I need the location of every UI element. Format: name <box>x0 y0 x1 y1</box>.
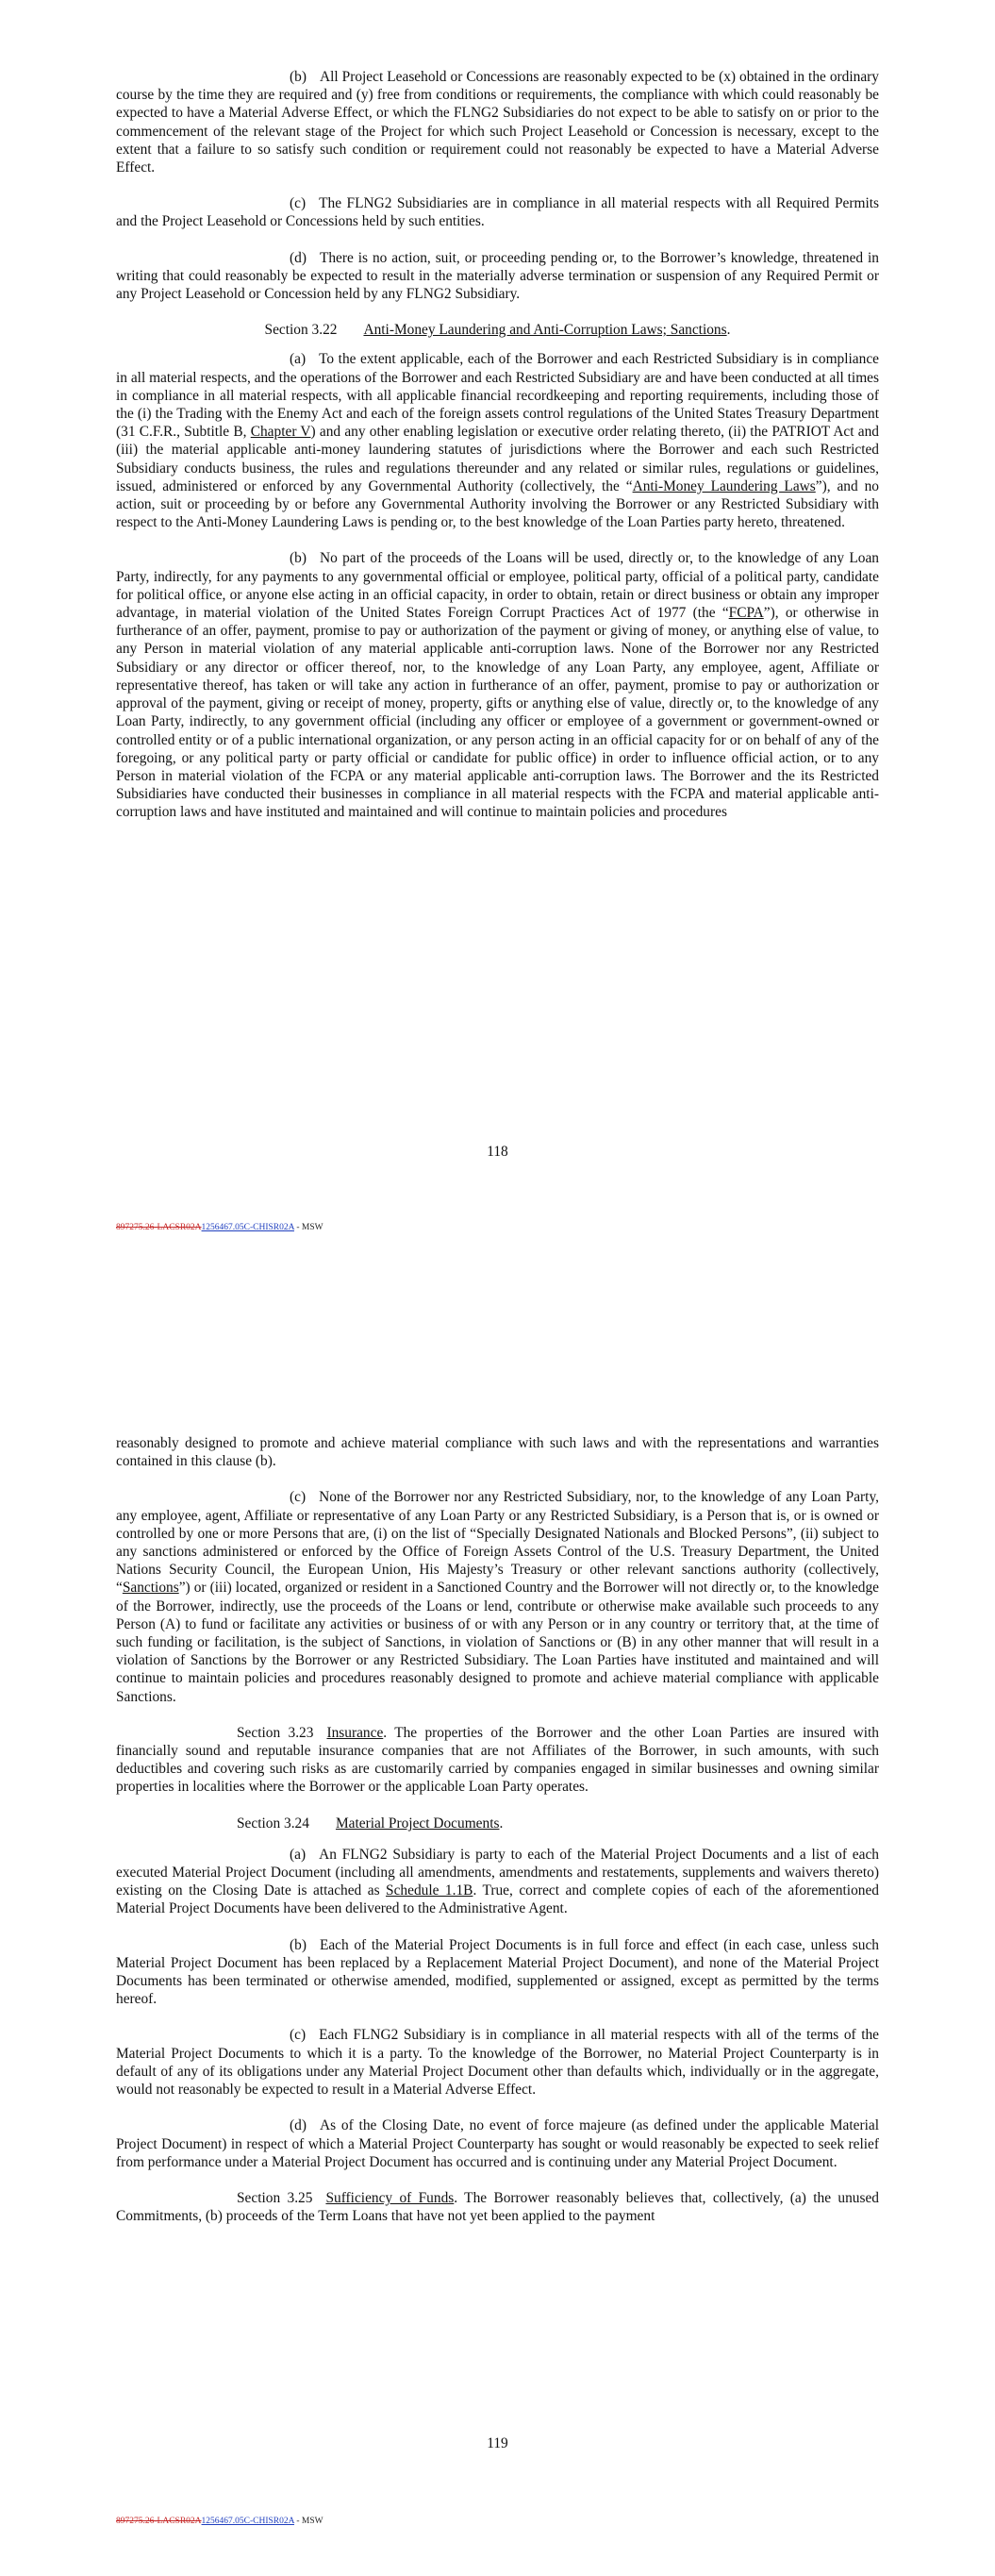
clause-text: No part of the proceeds of the Loans will be used, directly or, to the knowledge of any Loan Party, indirectly, for any payments to any governmental official or employee, political party, official of a political party, candidate for political office, or anyone else acting in an official capacity, in order to obtain, retain or direct business or obtain any improper advantage, in material violation of the United States Foreign Corrupt Practices Act of 1977 (the “ <box>116 550 879 622</box>
section-number: Section 3.25 <box>237 2189 313 2206</box>
clause-text: ”) or (iii) located, organized or resident in a Sanctioned Country and the Borrower will not directly or, to the knowledge of the Borrower, indirectly, use the proceeds of the Loans or lend, contribute or otherwise make available such proceeds to any Person (A) to fund or facilitate any activities or business of or with any Person or in any country or territory that, at the time of such funding or facilitation, is the subject of Sanctions, in violation of Sanctions or (B) in any other manner that will result in a violation of Sanctions by the Borrower or any Restricted Subsidiary. The Loan Parties have instituted and maintained and will continue to maintain policies and procedures reasonably designed to promote and achieve material compliance with applicable Sanctions. <box>116 1580 879 1705</box>
paragraph-3-24-a <box>116 1846 879 1918</box>
clause-text: ) and any other enabling legislation or executive order relating thereto, (ii) the PATRIOT Act and (iii) the material applicable anti-money laundering statutes of jurisdictions where the Borrower and each such Restricted Subsidiary conducts business, the rules and regulations thereunder and any related or similar rules, regulations or guidelines, issued, administered or enforced by any Governmental Authority (collectively, the “ <box>116 424 880 494</box>
section-title: Material Project Documents <box>335 1815 500 1832</box>
document-footer <box>116 1223 323 1232</box>
clause-label: (c) <box>290 195 307 212</box>
clause-label: (a) <box>290 351 307 368</box>
paragraph-3-22-b <box>116 549 879 821</box>
footer-deleted-id: 897275.26-LACSR02A <box>116 1223 202 1232</box>
page-number: 119 <box>487 2435 508 2451</box>
paragraph-3-24-c <box>116 2026 879 2099</box>
defined-term-fcpa: FCPA <box>728 605 764 622</box>
footer-suffix: - MSW <box>293 2517 323 2526</box>
clause-text: ”), or otherwise in furtherance of an offer, payment, promise to pay or authorization of the payment or giving of money, or anything else of value, to any Person in material violation of any material applicable anti-corruption laws. None of the Borrower nor any Restricted Subsidiary or any director or officer thereof, nor, to the knowledge of any Loan Party, any employee, agent, Affiliate or representative thereof, has taken or will take any action in furtherance of an offer, payment, promise to pay or authorization or approval of the payment, giving or receipt of money, property, gifts or anything else of value, directly or, to the knowledge of any Loan Party, indirectly, to any government official (including any officer or employee of a government or government-owned or controlled entity or of a public international organization, or any person acting in an official capacity for or on behalf of any of the foregoing, or any political party or party official or candidate for public office) in order to influence official action, or to any Person in material violation of the FCPA or any material applicable anti-corruption laws. The Borrower and the its Restricted Subsidiaries have conducted their businesses in compliance in all material respects with the FCPA and material applicable anti-corruption laws and have instituted and maintained and will continue to maintain policies and procedures <box>116 605 879 821</box>
clause-label: (d) <box>290 249 307 266</box>
section-3-25 <box>116 2189 879 2225</box>
clause-label: (c) <box>290 1489 307 1506</box>
schedule-reference: Schedule 1.1B <box>386 1882 473 1899</box>
paragraph-continuation: reasonably designed to promote and achieve material compliance with such laws and with the representations and warranties contained in this clause (b). <box>116 1435 879 1470</box>
clause-label: (c) <box>290 2027 307 2044</box>
section-number: Section 3.22 <box>264 322 338 339</box>
section-title: Anti-Money Laundering and Anti-Corruption Laws; Sanctions <box>363 322 727 339</box>
chapter-reference: Chapter V <box>250 424 311 441</box>
document-page-118 <box>0 68 995 840</box>
document-footer <box>116 2517 323 2526</box>
section-title: Sufficiency of Funds <box>325 2189 455 2206</box>
paragraph-3-21-d <box>116 249 879 304</box>
clause-text: None of the Borrower nor any Restricted Subsidiary, nor, to the knowledge of any Loan Party, any employee, agent, Affiliate or representative of any Loan Party or any Restricted Subsidiary, is a Person that is, or is owned or controlled by one or more Persons that are, (i) on the list of “Specially Designated Nationals and Blocked Persons”, (ii) subject to any sanctions administered or enforced by the Office of Foreign Assets Control of the U.S. Treasury Department, the United Nations Security Council, the European Union, His Majesty’s Treasury or other relevant sanctions authority (collectively, “ <box>116 1489 879 1597</box>
defined-term-aml-laws: Anti-Money Laundering Laws <box>632 477 816 494</box>
footer-inserted-id: 1256467.05C-CHISR02A <box>201 2517 294 2526</box>
section-text: . The Borrower reasonably believes that, collectively, (a) the unused Commitments, (b) proceeds of the Term Loans that have not yet been applied to the payment <box>116 2189 879 2225</box>
paragraph-3-22-c <box>116 1488 879 1705</box>
paragraph-3-24-b <box>116 1936 879 2009</box>
section-number: Section 3.24 <box>237 1815 309 1832</box>
section-title-period: . <box>499 1815 504 1832</box>
section-3-22-heading <box>116 321 879 339</box>
clause-text: All Project Leasehold or Concessions are reasonably expected to be (x) obtained in the ordinary course by the time they are required and (y) free from conditions or requirements, the compliance with which could reasonably be expected to have a Material Adverse Effect, or which the FLNG2 Subsidiaries do not expect to be able to satisfy on or prior to the commencement of the relevant stage of the Project for which such Project Leasehold or Concession is necessary, except to the extent that a failure to so satisfy such condition or requirement could not reasonably be expected to have a Material Adverse Effect. <box>116 69 879 176</box>
footer-suffix: - MSW <box>293 1223 323 1232</box>
clause-text: Each FLNG2 Subsidiary is in compliance in all material respects with all of the terms of the Material Project Documents to which it is a party. To the knowledge of the Borrower, no Material Project Counterparty is in default of any of its obligations under any Material Project Document other than defaults which, individually or in the aggregate, would not reasonably be expected to result in a Material Adverse Effect. <box>116 2027 879 2099</box>
paragraph-3-21-b <box>116 68 879 176</box>
section-text: . The properties of the Borrower and the other Loan Parties are insured with financially sound and reputable insurance companies that are not Affiliates of the Borrower, in such amounts, with such deductibles and covering such risks as are customarily carried by companies engaged in similar businesses and owning similar properties in localities where the Borrower or the applicable Loan Party operates. <box>116 1724 879 1796</box>
clause-label: (b) <box>290 1936 307 1953</box>
clause-label: (d) <box>290 2117 307 2134</box>
clause-label: (a) <box>290 1846 307 1863</box>
section-title-period: . <box>726 322 731 339</box>
paragraph-3-22-a <box>116 350 879 531</box>
clause-text: The FLNG2 Subsidiaries are in compliance in all material respects with all Required Permits and the Project Leasehold or Concessions held by such entities. <box>116 195 879 230</box>
clause-text: There is no action, suit, or proceeding pending or, to the Borrower’s knowledge, threatened in writing that could reasonably be expected to result in the materially adverse termination or suspension of any Required Permit or any Project Leasehold or Concession held by any FLNG2 Subsidiary. <box>116 249 879 303</box>
document-page-119 <box>0 1434 995 2243</box>
paragraph-3-24-d <box>116 2116 879 2171</box>
clause-text: Each of the Material Project Documents is in full force and effect (in each case, unless such Material Project Document has been replaced by a Replacement Material Project Document), and none of the Material Project Documents has been terminated or otherwise amended, modified, supplemented or assigned, except as permitted by the terms hereof. <box>116 1936 879 2008</box>
section-number: Section 3.23 <box>237 1724 314 1741</box>
footer-inserted-id: 1256467.05C-CHISR02A <box>201 1223 294 1232</box>
section-3-23 <box>116 1724 879 1797</box>
clause-text: As of the Closing Date, no event of force majeure (as defined under the applicable Material Project Document) in respect of which a Material Project Counterparty has sought or would reasonably be expected to seek relief from performance under a Material Project Document has occurred and is continuing under any Material Project Document. <box>116 2117 879 2170</box>
clause-text: To the extent applicable, each of the Borrower and each Restricted Subsidiary is in compliance in all material respects, and the operations of the Borrower and each Restricted Subsidiary are and have been conducted at all times in compliance in all material respects, with all applicable financial recordkeeping and reporting requirements, including those of the (i) the Trading with the Enemy Act and each of the foreign assets control regulations of the United States Treasury Department (31 C.F.R., Subtitle B, <box>116 351 879 441</box>
defined-term-sanctions: Sanctions <box>122 1580 179 1597</box>
page-number: 118 <box>487 1144 508 1160</box>
clause-label: (b) <box>290 69 307 85</box>
clause-text: ”), and no action, suit or proceeding by or before any Governmental Authority involving the Borrower or any Restricted Subsidiary with respect to the Anti-Money Laundering Laws is pending or, to the best knowledge of the Loan Parties party hereto, threatened. <box>116 477 879 531</box>
footer-deleted-id: 897275.26-LACSR02A <box>116 2517 202 2526</box>
clause-text: . True, correct and complete copies of each of the aforementioned Material Project Documents have been delivered to the Administrative Agent. <box>116 1882 879 1917</box>
paragraph-3-21-c <box>116 194 879 230</box>
clause-text: An FLNG2 Subsidiary is party to each of the Material Project Documents and a list of each executed Material Project Document (including all amendments, amendments and restatements, supplements and waivers thereto) existing on the Closing Date is attached as <box>116 1846 879 1899</box>
clause-label: (b) <box>290 550 307 567</box>
section-title: Insurance <box>326 1724 384 1741</box>
section-3-24-heading <box>116 1815 879 1832</box>
